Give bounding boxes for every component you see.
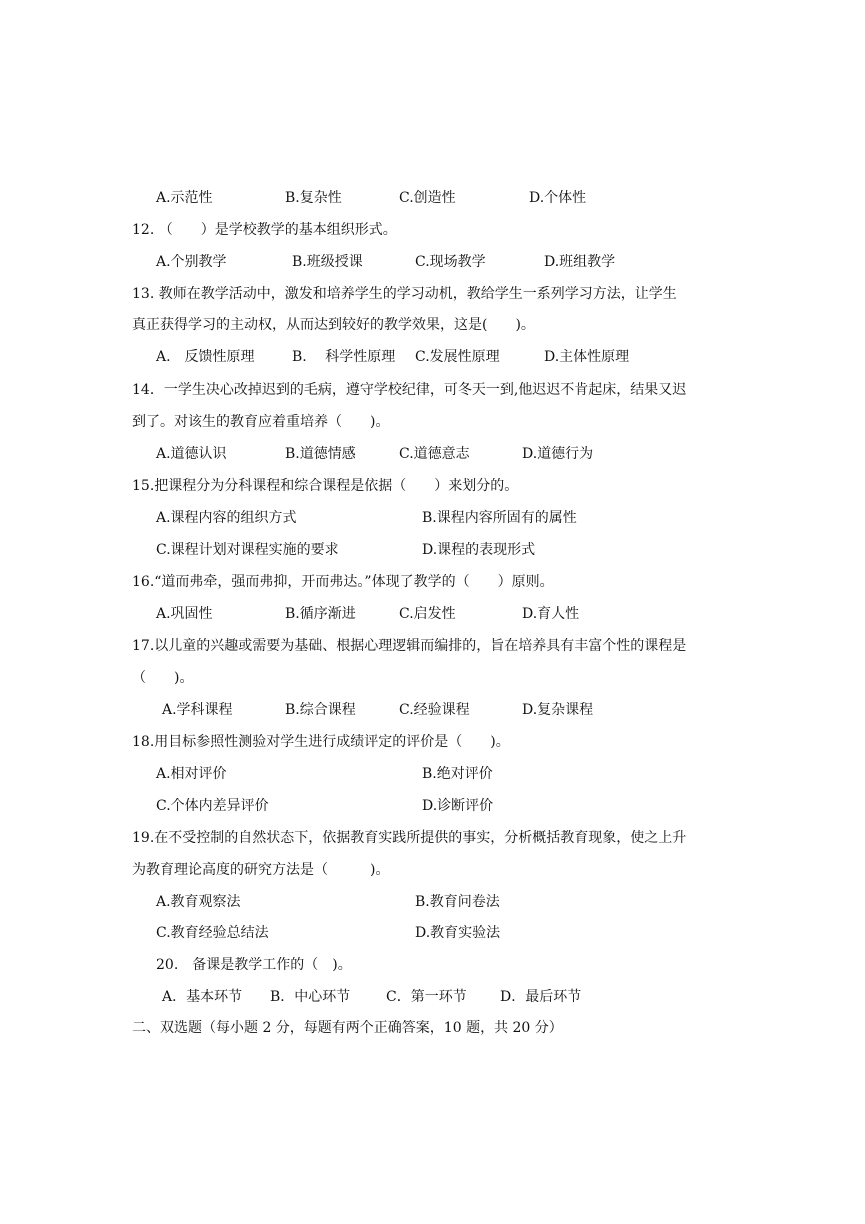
question-12-stem: 12. （ ）是学校教学的基本组织形式。 bbox=[132, 222, 397, 238]
option-c: C.现场教学 bbox=[415, 254, 486, 270]
option-a: A．基本环节 bbox=[162, 989, 243, 1005]
option-c: C.道德意志 bbox=[399, 446, 470, 462]
question-20-stem: 20. 备课是教学工作的（ )。 bbox=[156, 957, 352, 973]
question-17-stem-line2: （ )。 bbox=[132, 670, 194, 686]
option-d: D．最后环节 bbox=[500, 989, 582, 1005]
option-a: A.相对评价 bbox=[156, 766, 227, 782]
option-c: C.创造性 bbox=[399, 190, 456, 206]
option-b: B.班级授课 bbox=[292, 254, 363, 270]
option-b: B.道德情感 bbox=[285, 446, 356, 462]
option-a: A.课程内容的组织方式 bbox=[156, 510, 297, 526]
option-c: C.个体内差异评价 bbox=[156, 798, 269, 814]
question-15-stem: 15.把课程分为分科课程和综合课程是依据（ ）来划分的。 bbox=[132, 478, 519, 494]
option-d: D.教育实验法 bbox=[415, 925, 501, 941]
option-a: A.道德认识 bbox=[156, 446, 227, 462]
option-b: B.课程内容所固有的属性 bbox=[422, 510, 577, 526]
option-d: D.育人性 bbox=[522, 606, 580, 622]
option-b: B.循序渐进 bbox=[285, 606, 356, 622]
option-d: D.课程的表现形式 bbox=[422, 542, 536, 558]
section-2-heading: 二、双选题（每小题 2 分，每题有两个正确答案，10 题，共 20 分） bbox=[132, 1020, 563, 1036]
question-19-stem-line2: 为教育理论高度的研究方法是（ )。 bbox=[132, 862, 390, 878]
option-c: C.启发性 bbox=[399, 606, 456, 622]
question-14-stem-line1: 14．一学生决心改掉迟到的毛病，遵守学校纪律，可冬天一到,他迟迟不肯起床，结果又迟 bbox=[132, 382, 687, 398]
option-a: A.示范性 bbox=[156, 190, 213, 206]
option-c: C.经验课程 bbox=[399, 702, 470, 718]
question-17-stem-line1: 17.以儿童的兴趣或需要为基础、根据心理逻辑而编排的，旨在培养具有丰富个性的课程是 bbox=[132, 638, 687, 654]
option-c: C.发展性原理 bbox=[415, 349, 500, 365]
option-b: B.综合课程 bbox=[285, 702, 356, 718]
option-d: D.道德行为 bbox=[522, 446, 594, 462]
option-d: D.复杂课程 bbox=[522, 702, 594, 718]
question-19-stem-line1: 19.在不受控制的自然状态下，依据教育实践所提供的事实，分析概括教育现象，使之上升 bbox=[132, 830, 687, 846]
option-d: D.主体性原理 bbox=[544, 349, 630, 365]
question-18-stem: 18.用目标参照性测验对学生进行成绩评定的评价是（ )。 bbox=[132, 734, 510, 750]
option-a: A.学科课程 bbox=[162, 702, 233, 718]
option-d: D.班组教学 bbox=[544, 254, 616, 270]
option-d: D.个体性 bbox=[529, 190, 587, 206]
option-a: A. 反馈性原理 bbox=[156, 349, 255, 365]
question-16-stem: 16.“道而弗牵，强而弗抑，开而弗达。”体现了教学的（ ）原则。 bbox=[132, 574, 554, 590]
option-b: B.复杂性 bbox=[285, 190, 342, 206]
option-a: A.巩固性 bbox=[156, 606, 213, 622]
question-14-stem-line2: 到了。对该生的教育应着重培养（ )。 bbox=[132, 414, 390, 430]
option-d: D.诊断评价 bbox=[422, 798, 494, 814]
question-13-stem-line1: 13. 教师在教学活动中，激发和培养学生的学习动机，教给学生一系列学习方法，让学生 bbox=[132, 286, 677, 302]
question-13-stem-line2: 真正获得学习的主动权，从而达到较好的教学效果，这是( )。 bbox=[132, 317, 535, 333]
option-c: C.教育经验总结法 bbox=[156, 925, 269, 941]
option-a: A.个别教学 bbox=[156, 254, 227, 270]
option-b: B.教育问卷法 bbox=[415, 894, 500, 910]
option-b: B. 科学性原理 bbox=[292, 349, 396, 365]
option-c: C．第一环节 bbox=[386, 989, 467, 1005]
option-c: C.课程计划对课程实施的要求 bbox=[156, 542, 339, 558]
option-b: B．中心环节 bbox=[270, 989, 351, 1005]
option-b: B.绝对评价 bbox=[422, 766, 493, 782]
option-a: A.教育观察法 bbox=[156, 894, 241, 910]
